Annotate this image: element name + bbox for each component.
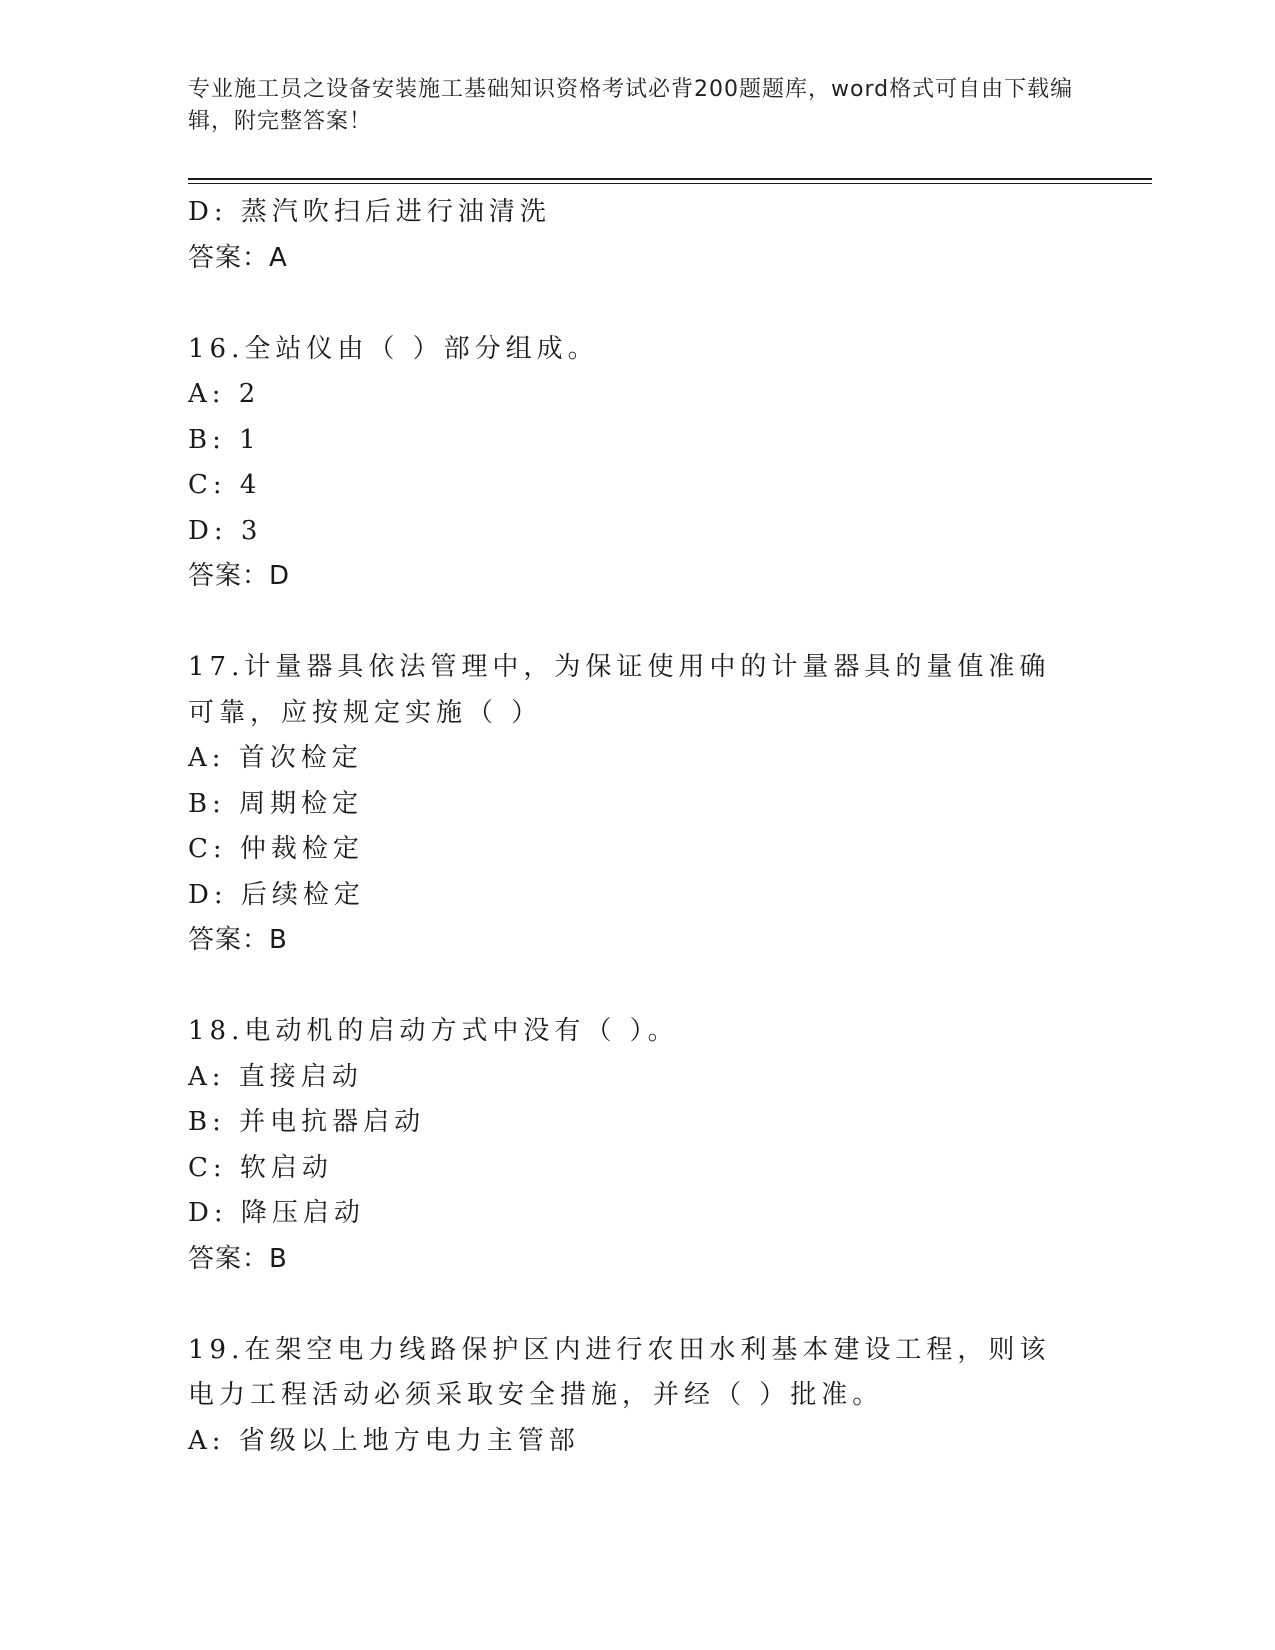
question-list — [188, 190, 1088, 1464]
spacer — [188, 600, 1088, 646]
option-c: C: 4 — [188, 470, 262, 500]
option-a: A: 2 — [188, 379, 261, 409]
question-18 — [188, 1009, 1088, 1282]
answer: 答案：B — [188, 925, 288, 955]
option-c: C: 软启动 — [188, 1152, 333, 1183]
answer: 答案：A — [188, 242, 288, 273]
option-d: D: 3 — [188, 515, 263, 546]
option-a: A: 直接启动 — [188, 1061, 363, 1092]
option-c: C: 仲裁检定 — [188, 834, 364, 864]
option-b: B: 周期检定 — [188, 788, 364, 819]
header-divider-thin — [188, 183, 1152, 184]
question-text: 17.计量器具依法管理中，为保证使用中的计量器具的量值准确可靠，应按规定实施（ ） — [188, 652, 1051, 728]
answer: 答案：D — [188, 561, 291, 591]
option-a: A: 首次检定 — [188, 743, 363, 773]
question-16 — [188, 327, 1088, 600]
question-19 — [188, 1328, 1088, 1465]
option-d: D: 蒸汽吹扫后进行油清洗 — [188, 197, 551, 227]
option-d: D: 后续检定 — [188, 879, 365, 910]
answer: 答案：B — [188, 1243, 288, 1274]
spacer — [188, 1282, 1088, 1328]
question-17 — [188, 645, 1088, 964]
question-text: 16.全站仪由（ ）部分组成。 — [188, 333, 599, 364]
document-header: 专业施工员之设备安装施工基础知识资格考试必背200题题库，word格式可自由下载编辑，附完整答案！ — [188, 77, 1074, 134]
question-text: 18.电动机的启动方式中没有（ ）。 — [188, 1016, 679, 1046]
option-b: B: 并电抗器启动 — [188, 1107, 426, 1137]
option-a: A: 省级以上地方电力主管部 — [188, 1425, 580, 1456]
option-d: D: 降压启动 — [188, 1198, 365, 1228]
spacer — [188, 281, 1088, 327]
question-15-tail — [188, 190, 1088, 281]
header-divider-thick — [188, 178, 1152, 180]
option-b: B: 1 — [188, 424, 261, 455]
spacer — [188, 964, 1088, 1010]
question-text: 19.在架空电力线路保护区内进行农田水利基本建设工程，则该电力工程活动必须采取安全措施，并经（ ）批准。 — [188, 1334, 1051, 1410]
